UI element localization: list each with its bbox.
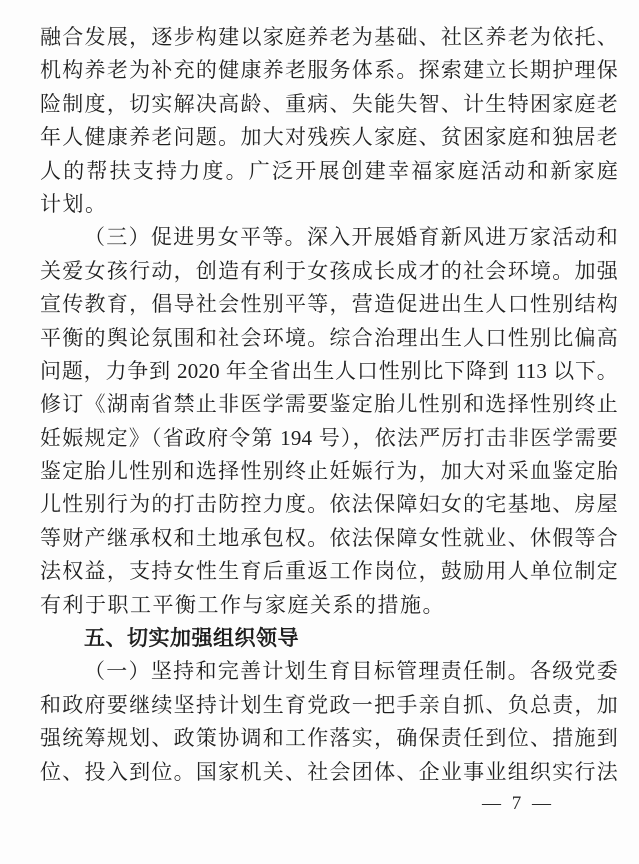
text-line-14: 鉴定胎儿性别和选择性别终止妊娠行为，加大对采血鉴定胎	[40, 459, 618, 484]
text-line-13: 妊娠规定》（省政府令第 194 号），依法严厉打击非医学需要	[40, 425, 618, 450]
text-line-19: 五、切实加强组织领导	[84, 627, 299, 651]
text-line-15: 儿性别行为的打击防控力度。依法保障妇女的宅基地、房屋	[40, 492, 618, 517]
text-line-5: 人的帮扶支持力度。广泛开展创建幸福家庭活动和新家庭	[40, 158, 618, 183]
text-line-3: 险制度，切实解决高龄、重病、失能失智、计生特困家庭老	[40, 91, 618, 116]
text-line-2: 机构养老为补充的健康养老服务体系。探索建立长期护理保	[40, 58, 618, 83]
text-line-17: 法权益，支持女性生育后重返工作岗位，鼓励用人单位制定	[40, 559, 618, 584]
text-line-21: 和政府要继续坚持计划生育党政一把手亲自抓、负总责，加	[40, 692, 618, 717]
text-line-6: 计划。	[40, 191, 108, 216]
text-line-8: 关爱女孩行动，创造有利于女孩成长成才的社会环境。加强	[40, 258, 618, 283]
page-number: — 7 —	[482, 793, 554, 814]
text-line-12: 修订《湖南省禁止非医学需要鉴定胎儿性别和选择性别终止	[40, 392, 618, 417]
text-block	[40, 21, 618, 789]
text-line-9: 宣传教育，倡导社会性别平等，营造促进出生人口性别结构	[40, 292, 618, 317]
text-line-1: 融合发展，逐步构建以家庭养老为基础、社区养老为依托、	[40, 25, 618, 49]
text-line-10: 平衡的舆论氛围和社会环境。综合治理出生人口性别比偏高	[40, 325, 618, 350]
text-line-7: （三）促进男女平等。深入开展婚育新风进万家活动和	[84, 225, 618, 250]
text-line-16: 等财产继承权和土地承包权。依法保障女性就业、休假等合	[40, 525, 618, 550]
text-line-20: （一）坚持和完善计划生育目标管理责任制。各级党委	[84, 659, 618, 684]
text-line-18: 有利于职工平衡工作与家庭关系的措施。	[40, 592, 445, 617]
text-line-22: 强统筹规划、政策协调和工作落实，确保责任到位、措施到	[40, 726, 618, 751]
text-line-23: 位、投入到位。国家机关、社会团体、企业事业组织实行法	[40, 759, 618, 784]
text-line-4: 年人健康养老问题。加大对残疾人家庭、贫困家庭和独居老	[40, 125, 618, 150]
text-line-11: 问题，力争到 2020 年全省出生人口性别比下降到 113 以下。	[40, 358, 618, 383]
